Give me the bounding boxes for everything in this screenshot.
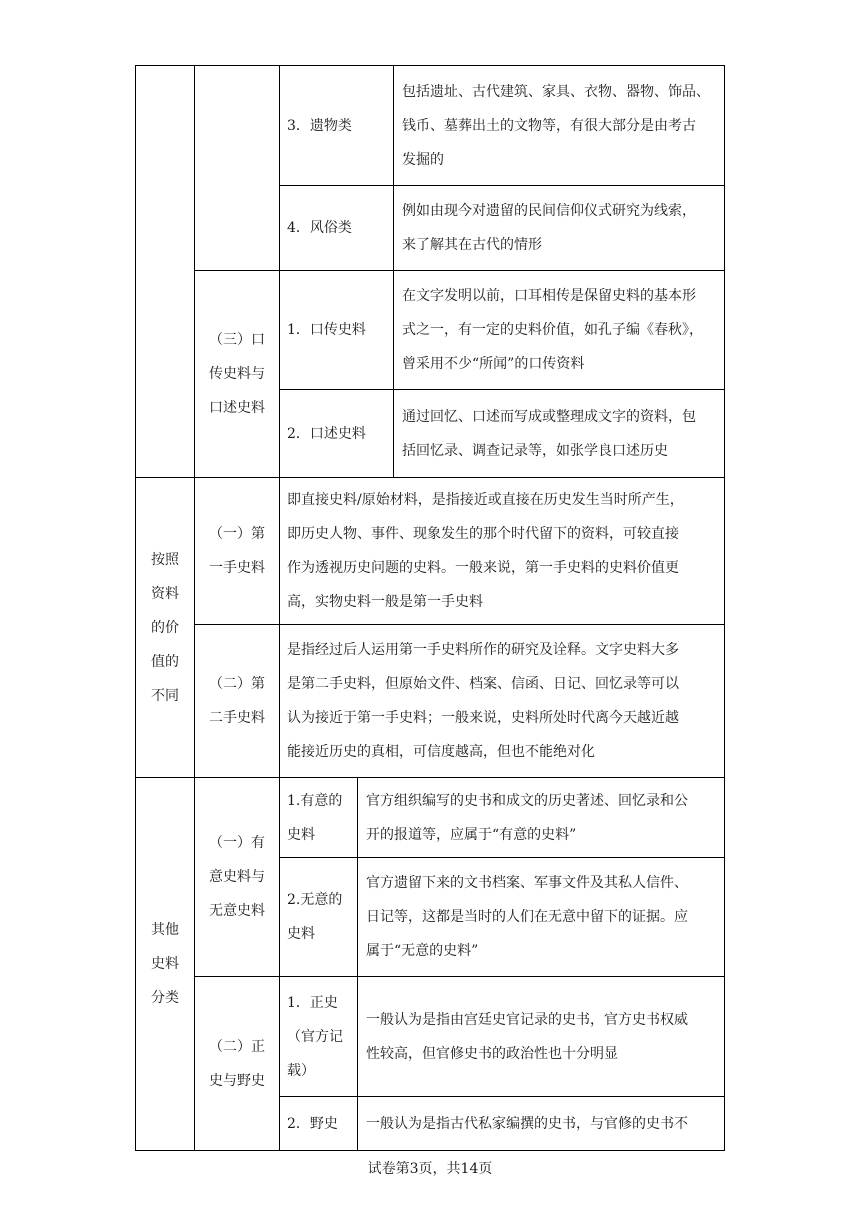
official-group-title: （二）正 史与野史 <box>209 1038 265 1089</box>
oral-account-description: 通过回忆、口述而写成或整理成文字的资料，包 括回忆录、调查记录等，如张学良口述历史 <box>402 408 696 459</box>
oral-account-label: 2．口述史料 <box>287 425 366 442</box>
official-history-label: 1．正史 （官方记 载） <box>287 994 343 1079</box>
unintentional-label: 2.无意的 史料 <box>287 892 343 942</box>
intentional-label: 1.有意的 史料 <box>287 792 343 843</box>
relic-description: 包括遗址、古代建筑、家具、衣物、器物、饰品、 钱币、墓葬出土的文物等，有很大部分是由考古 发掘的 <box>402 83 710 168</box>
oral-tradition-label: 1．口传史料 <box>287 322 366 338</box>
second-hand-description: 是指经过后人运用第一手史料所作的研究及诠释。文字史料大多 是第二手史料，但原始文件、档案、信函、日记、回忆录等可以 认为接近于第一手史料；一般来说，史料所处时代离今天越近越 能接近历史的真相，可信度越高，但也不能绝对化 <box>287 642 679 760</box>
intentional-description: 官方组织编写的史书和成文的历史著述、回忆录和公 开的报道等，应属于“有意的史料” <box>366 792 688 843</box>
unofficial-history-label: 2．野史 <box>287 1115 338 1132</box>
custom-description: 例如由现今对遗留的民间信仰仪式研究为线索， 来了解其在古代的情形 <box>402 203 696 253</box>
official-history-description: 一般认为是指由宫廷史官记录的史书，官方史书权威 性较高，但官修史书的政治性也十分明显 <box>366 1011 688 1062</box>
custom-label: 4．风俗类 <box>287 220 352 236</box>
oral-tradition-description: 在文字发明以前，口耳相传是保留史料的基本形 式之一，有一定的史料价值，如孔子编《春秋》， 曾采用不少“所闻”的口传资料 <box>402 288 703 372</box>
intentional-group-title: （一）有 意史料与 无意史料 <box>209 835 265 919</box>
page-footer: 试卷第3页，共14页 <box>367 1161 493 1177</box>
by-value-category: 按照 资料 的价 值的 不同 <box>151 551 179 704</box>
first-hand-title: （一）第 一手史料 <box>209 526 265 576</box>
unintentional-description: 官方遗留下来的文书档案、军事文件及其私人信件、 日记等，这都是当时的人们在无意中留下的证据。应 属于“无意的史料” <box>366 875 688 959</box>
second-hand-title: （二）第 二手史料 <box>209 676 265 726</box>
relic-label: 3．遗物类 <box>287 117 352 134</box>
oral-group-title: （三）口 传史料与 口述史料 <box>209 332 265 416</box>
unofficial-history-description: 一般认为是指古代私家编撰的史书，与官修的史书不 <box>366 1115 688 1132</box>
first-hand-description: 即直接史料/原始材料，是指接近或直接在历史发生当时所产生， 即历史人物、事件、现象发生的那个时代留下的资料，可较直接 作为透视历史问题的史料。一般来说，第一手史料的史料价值更 高，实物史料一般是第一手史料 <box>287 492 684 610</box>
other-category: 其他 史料 分类 <box>151 922 179 1006</box>
